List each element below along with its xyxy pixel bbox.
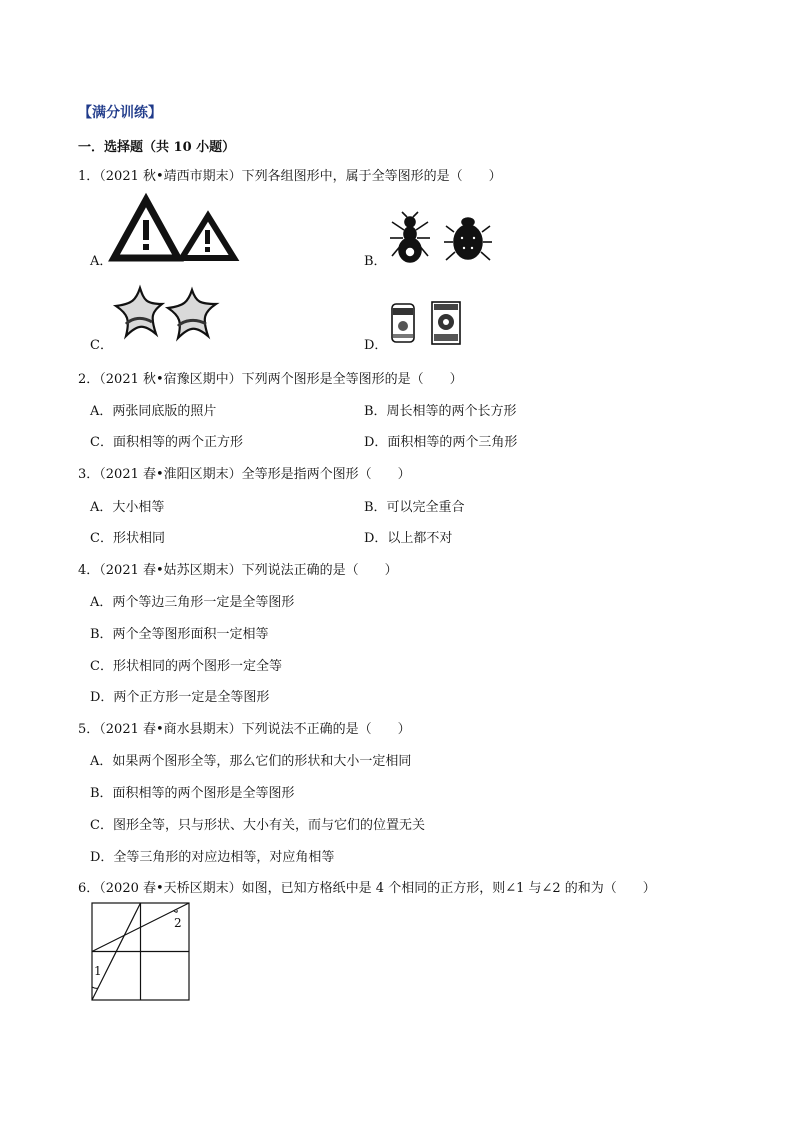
section-heading: 【满分训练】 — [78, 105, 162, 121]
q5-option-d[interactable]: D．全等三角形的对应边相等，对应角相等 — [90, 850, 335, 865]
starfish-right-icon — [168, 290, 216, 338]
question-3-stem: 3．（2021 春•淮阳区期末）全等形是指两个图形（ ） — [78, 467, 411, 482]
question-1-stem: 1．（2021 秋•靖西市期末）下列各组图形中，属于全等图形的是（ ） — [78, 169, 502, 184]
q1-option-d-label[interactable]: D． — [364, 338, 388, 353]
angle-1-label: 1 — [94, 964, 102, 978]
q1-option-a-label[interactable]: A． — [90, 254, 113, 269]
section-title: 一．选择题（共 10 小题） — [78, 140, 236, 155]
q2-option-c[interactable]: C．面积相等的两个正方形 — [90, 435, 243, 450]
cans-dvd-figure — [388, 300, 468, 346]
q4-option-d[interactable]: D．两个正方形一定是全等图形 — [90, 690, 270, 705]
q4-option-a[interactable]: A．两个等边三角形一定是全等图形 — [90, 595, 295, 610]
grid-angle-figure — [92, 903, 192, 1003]
q4-option-c[interactable]: C．形状相同的两个图形一定全等 — [90, 659, 282, 674]
question-5-stem: 5．（2021 春•商水县期末）下列说法不正确的是（ ） — [78, 722, 411, 737]
q1-option-b-label[interactable]: B． — [364, 254, 387, 269]
q5-option-c[interactable]: C．图形全等，只与形状、大小有关，而与它们的位置无关 — [90, 818, 425, 833]
dvd-box-icon — [432, 302, 460, 344]
q3-option-d[interactable]: D．以上都不对 — [364, 531, 453, 546]
warning-triangle-large-icon — [114, 200, 178, 258]
question-2-stem: 2．（2021 秋•宿豫区期中）下列两个图形是全等图形的是（ ） — [78, 372, 463, 387]
bugs-figure — [388, 212, 498, 272]
warning-triangle-small-icon — [182, 216, 234, 258]
q1-option-c-label[interactable]: C． — [90, 338, 113, 353]
q2-option-b[interactable]: B．周长相等的两个长方形 — [364, 404, 517, 419]
starfish-figure — [112, 284, 232, 346]
ant-icon — [390, 212, 430, 262]
q3-option-c[interactable]: C．形状相同 — [90, 531, 165, 546]
starfish-left-icon — [116, 288, 162, 336]
q2-option-a[interactable]: A．两张同底版的照片 — [90, 404, 217, 419]
beetle-icon — [444, 218, 492, 260]
q3-option-b[interactable]: B．可以完全重合 — [364, 500, 465, 515]
q2-option-d[interactable]: D．面积相等的两个三角形 — [364, 435, 518, 450]
q3-option-a[interactable]: A．大小相等 — [90, 500, 165, 515]
warning-triangles-figure — [112, 196, 242, 266]
q5-option-a[interactable]: A．如果两个图形全等，那么它们的形状和大小一定相同 — [90, 754, 412, 769]
can-icon — [392, 304, 414, 342]
angle-1-arc — [92, 987, 98, 988]
angle-2-label: 2 — [174, 916, 182, 930]
question-6-stem: 6．（2020 春•天桥区期末）如图，已知方格纸中是 4 个相同的正方形，则∠1 与∠2 的和为（ ） — [78, 881, 656, 896]
q5-option-b[interactable]: B．面积相等的两个图形是全等图形 — [90, 786, 295, 801]
question-4-stem: 4．（2021 春•姑苏区期末）下列说法正确的是（ ） — [78, 563, 398, 578]
q4-option-b[interactable]: B．两个全等图形面积一定相等 — [90, 627, 269, 642]
